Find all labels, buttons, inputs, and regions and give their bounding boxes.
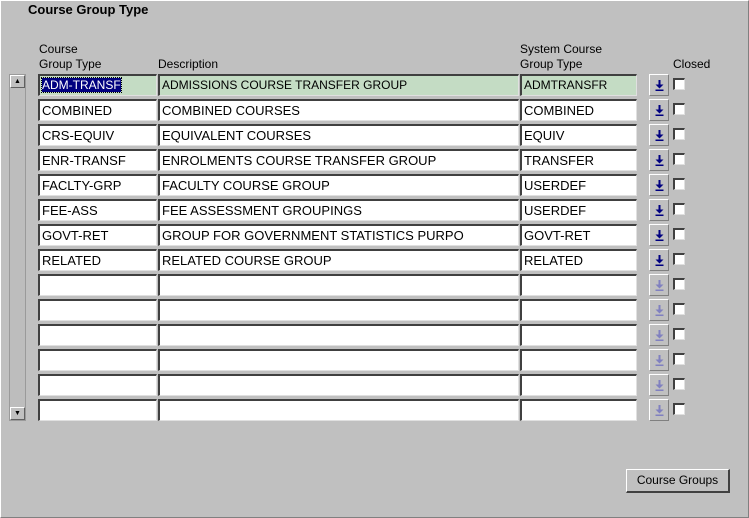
closed-checkbox[interactable] <box>673 353 685 365</box>
group-type-value: FEE-ASS <box>42 203 98 218</box>
group-type-value: CRS-EQUIV <box>42 128 115 143</box>
system-group-type-field[interactable] <box>520 324 637 346</box>
description-field[interactable]: RELATED COURSE GROUP <box>158 249 519 271</box>
system-group-type-field[interactable] <box>520 274 637 296</box>
description-field[interactable] <box>158 349 519 371</box>
column-header-system-type-line2: Group Type <box>520 57 583 71</box>
table-row <box>38 224 698 246</box>
group-type-field[interactable] <box>38 274 157 296</box>
description-field[interactable]: ADMISSIONS COURSE TRANSFER GROUP <box>158 74 519 96</box>
group-type-value: FACLTY-GRP <box>42 178 122 193</box>
down-arrow-lov-icon <box>655 355 664 366</box>
group-type-field[interactable] <box>38 374 157 396</box>
description-field[interactable]: FACULTY COURSE GROUP <box>158 174 519 196</box>
group-type-field[interactable] <box>38 299 157 321</box>
down-arrow-lov-icon <box>655 230 664 241</box>
description-field[interactable] <box>158 399 519 421</box>
closed-checkbox[interactable] <box>673 153 685 165</box>
system-group-type-field[interactable]: EQUIV <box>520 124 637 146</box>
group-type-value: GOVT-RET <box>42 228 109 243</box>
page-title: Course Group Type <box>28 2 149 17</box>
group-type-field[interactable] <box>38 199 157 221</box>
system-group-type-field[interactable]: RELATED <box>520 249 637 271</box>
closed-checkbox[interactable] <box>673 203 685 215</box>
group-type-field[interactable] <box>38 349 157 371</box>
down-arrow-lov-icon <box>655 130 664 141</box>
course-groups-button[interactable]: Course Groups <box>626 469 730 493</box>
group-type-field[interactable] <box>38 249 157 271</box>
closed-checkbox[interactable] <box>673 103 685 115</box>
group-type-field[interactable] <box>38 324 157 346</box>
lov-button[interactable] <box>649 324 669 346</box>
closed-checkbox[interactable] <box>673 303 685 315</box>
down-arrow-lov-icon <box>655 155 664 166</box>
group-type-value: COMBINED <box>42 103 113 118</box>
down-arrow-lov-icon <box>655 405 664 416</box>
lov-button[interactable] <box>649 274 669 296</box>
table-row <box>38 324 698 346</box>
description-field[interactable]: ENROLMENTS COURSE TRANSFER GROUP <box>158 149 519 171</box>
down-arrow-lov-icon <box>655 180 664 191</box>
lov-button[interactable] <box>649 374 669 396</box>
table-row <box>38 124 698 146</box>
group-type-field[interactable] <box>38 174 157 196</box>
scrollbar-track[interactable] <box>10 88 25 407</box>
description-field[interactable] <box>158 324 519 346</box>
description-field[interactable] <box>158 299 519 321</box>
lov-button[interactable] <box>649 174 669 196</box>
down-arrow-lov-icon <box>655 305 664 316</box>
system-group-type-field[interactable] <box>520 399 637 421</box>
system-group-type-field[interactable]: ADMTRANSFR <box>520 74 637 96</box>
group-type-field[interactable] <box>38 224 157 246</box>
column-header-system-type <box>520 42 602 72</box>
closed-checkbox[interactable] <box>673 78 685 90</box>
scroll-up-arrow-icon[interactable]: ▲ <box>10 75 25 88</box>
column-header-closed: Closed <box>673 57 711 71</box>
system-group-type-field[interactable]: TRANSFER <box>520 149 637 171</box>
closed-checkbox[interactable] <box>673 128 685 140</box>
lov-button[interactable] <box>649 349 669 371</box>
system-group-type-field[interactable] <box>520 299 637 321</box>
table-row <box>38 374 698 396</box>
lov-button[interactable] <box>649 199 669 221</box>
system-group-type-field[interactable]: COMBINED <box>520 99 637 121</box>
table-row <box>38 199 698 221</box>
table-row <box>38 149 698 171</box>
table-row <box>38 299 698 321</box>
down-arrow-lov-icon <box>655 330 664 341</box>
lov-button[interactable] <box>649 299 669 321</box>
system-group-type-field[interactable]: USERDEF <box>520 174 637 196</box>
group-type-value: RELATED <box>42 253 101 268</box>
closed-checkbox[interactable] <box>673 278 685 290</box>
column-header-group-type-line2: Group Type <box>39 57 102 71</box>
group-type-field[interactable] <box>38 399 157 421</box>
table-row <box>38 349 698 371</box>
down-arrow-lov-icon <box>655 105 664 116</box>
lov-button[interactable] <box>649 149 669 171</box>
lov-button[interactable] <box>649 124 669 146</box>
down-arrow-lov-icon <box>655 80 664 91</box>
system-group-type-field[interactable]: GOVT-RET <box>520 224 637 246</box>
column-header-group-type <box>39 42 101 72</box>
group-type-field[interactable] <box>38 74 157 96</box>
description-field[interactable]: COMBINED COURSES <box>158 99 519 121</box>
system-group-type-field[interactable]: USERDEF <box>520 199 637 221</box>
down-arrow-lov-icon <box>655 255 664 266</box>
table-row <box>38 99 698 121</box>
description-field[interactable] <box>158 274 519 296</box>
table-row <box>38 74 698 96</box>
closed-checkbox[interactable] <box>673 253 685 265</box>
system-group-type-field[interactable] <box>520 349 637 371</box>
closed-checkbox[interactable] <box>673 228 685 240</box>
lov-button[interactable] <box>649 99 669 121</box>
system-group-type-field[interactable] <box>520 374 637 396</box>
group-type-field[interactable] <box>38 149 157 171</box>
lov-button[interactable] <box>649 224 669 246</box>
column-header-group-type-line1: Course <box>39 42 78 56</box>
column-header-description: Description <box>158 57 219 71</box>
description-field[interactable]: GROUP FOR GOVERNMENT STATISTICS PURPO <box>158 224 519 246</box>
description-field[interactable]: FEE ASSESSMENT GROUPINGS <box>158 199 519 221</box>
table-row <box>38 174 698 196</box>
vertical-scrollbar[interactable] <box>9 74 26 421</box>
description-field[interactable]: EQUIVALENT COURSES <box>158 124 519 146</box>
down-arrow-lov-icon <box>655 280 664 291</box>
group-type-field[interactable] <box>38 99 157 121</box>
closed-checkbox[interactable] <box>673 328 685 340</box>
down-arrow-lov-icon <box>655 380 664 391</box>
down-arrow-lov-icon <box>655 205 664 216</box>
closed-checkbox[interactable] <box>673 403 685 415</box>
column-header-system-type-line1: System Course <box>520 42 603 56</box>
group-type-field[interactable] <box>38 124 157 146</box>
closed-checkbox[interactable] <box>673 378 685 390</box>
table-row <box>38 249 698 271</box>
group-type-value: ENR-TRANSF <box>42 153 126 168</box>
lov-button[interactable] <box>649 249 669 271</box>
closed-checkbox[interactable] <box>673 178 685 190</box>
table-row <box>38 399 698 421</box>
lov-button[interactable] <box>649 74 669 96</box>
description-field[interactable] <box>158 374 519 396</box>
group-type-value: ADM-TRANSF <box>42 78 121 92</box>
lov-button[interactable] <box>649 399 669 421</box>
table-row <box>38 274 698 296</box>
scroll-down-arrow-icon[interactable]: ▼ <box>10 407 25 420</box>
